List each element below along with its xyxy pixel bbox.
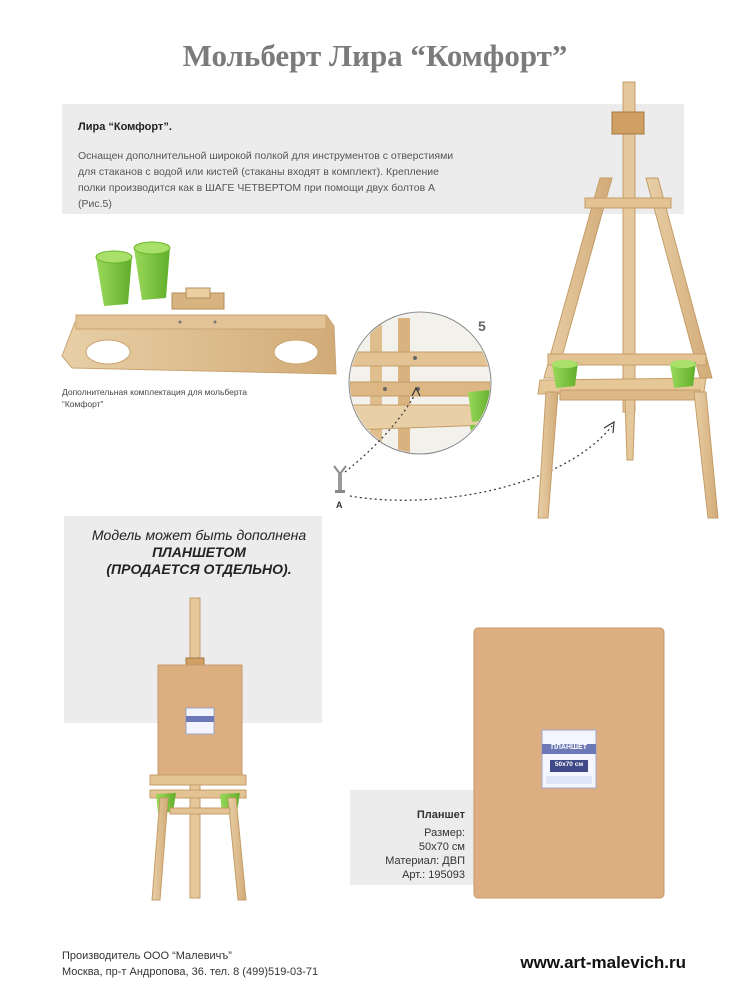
product-name: Планшет xyxy=(416,809,465,821)
board-label-title: ПЛАНШЕТ xyxy=(550,744,588,751)
page-title: Мольберт Лира “Комфорт” xyxy=(182,38,568,73)
promo-line-1: Модель может быть дополнена xyxy=(91,527,307,543)
product-size-label: Размер: xyxy=(424,827,465,839)
small-easel-illustration xyxy=(150,598,246,900)
manufacturer-text: Производитель ООО “Малевичъ” xyxy=(62,950,232,962)
wooden-clamp-illustration xyxy=(172,288,224,309)
address-text: Москва, пр-т Андропова, 36. тел. 8 (499)519-03-71 xyxy=(62,966,319,978)
bolt-label: А xyxy=(336,500,343,510)
footer-info xyxy=(62,948,318,980)
product-size-value: 50х70 см xyxy=(418,841,465,853)
bolt-illustration xyxy=(334,466,346,493)
promo-line-3: (ПРОДАЕТСЯ ОТДЕЛЬНО). xyxy=(106,561,292,577)
detail-magnifier xyxy=(349,312,492,458)
intro-text: Оснащен дополнительной широкой полкой для инструментов с отверстиями для стаканов с водой или кистей (стаканы входят в комплект). Крепление полки производится как в ШАГЕ ЧЕТВЕРТОМ при помощи двух болтов А (Рис.5) xyxy=(78,150,454,210)
intro-heading: Лира “Комфорт”. xyxy=(78,121,172,133)
product-material: Материал: ДВП xyxy=(385,855,465,867)
website-link[interactable]: www.art-malevich.ru xyxy=(520,953,686,972)
easel-illustration xyxy=(538,82,718,518)
kit-caption: Дополнительная комплектация для мольберта “Комфорт” xyxy=(62,387,247,409)
promo-line-2: ПЛАНШЕТОМ xyxy=(152,544,246,560)
shelf-illustration xyxy=(62,315,336,374)
board-label-size: 50x70 см xyxy=(554,761,584,768)
green-cups-illustration xyxy=(96,242,170,306)
figure-number: 5 xyxy=(478,318,486,334)
product-article: Арт.: 195093 xyxy=(402,869,465,881)
